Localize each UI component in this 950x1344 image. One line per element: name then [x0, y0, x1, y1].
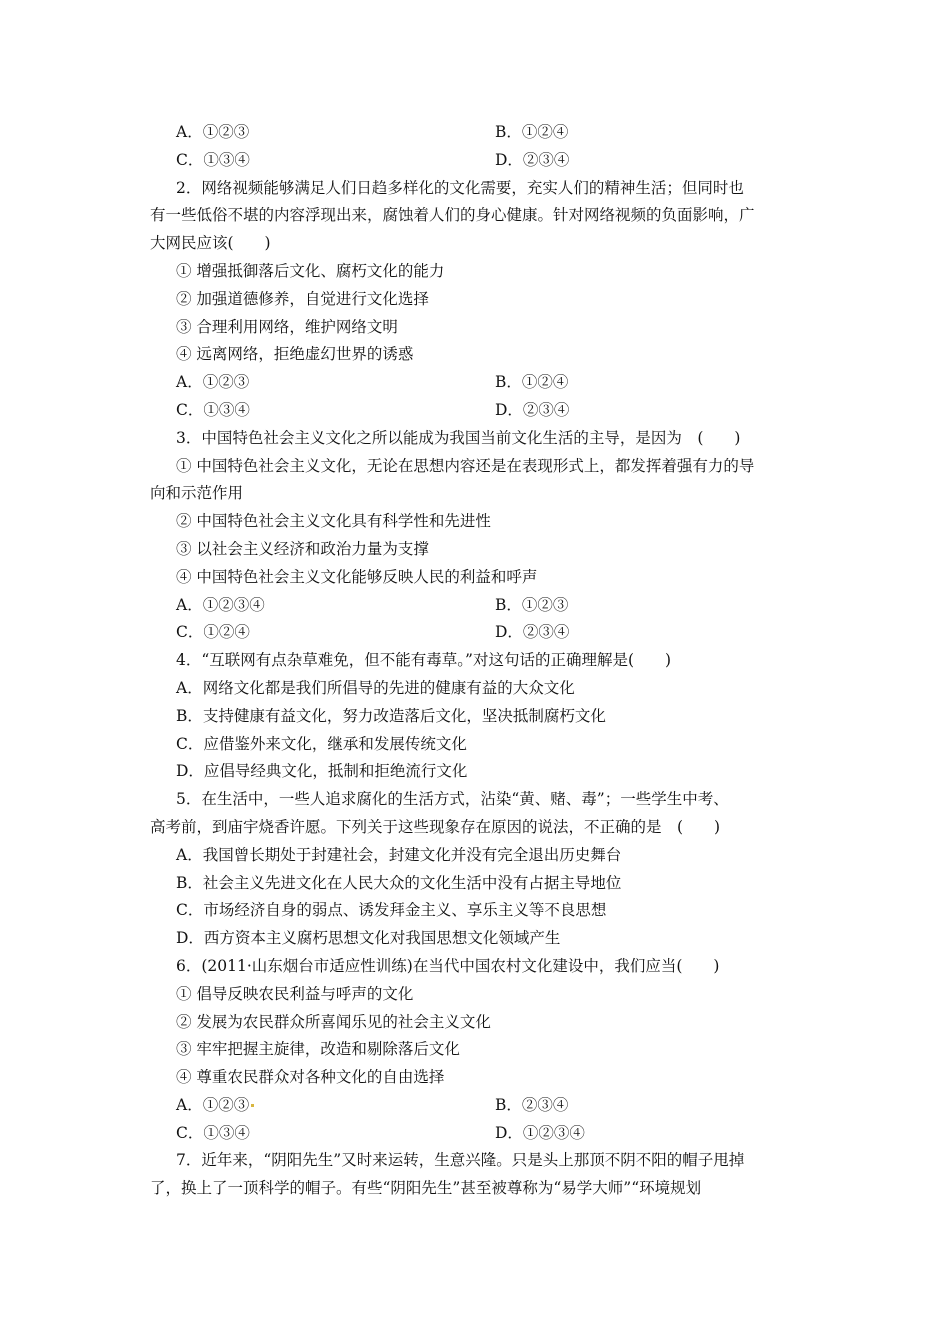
q3-stem: 3．中国特色社会主义文化之所以能成为我国当前文化生活的主导，是因为 ( ) [176, 428, 741, 447]
q6-option-a: A．①②③ [176, 1095, 250, 1114]
q3-option-c: C．①②④ [176, 623, 250, 642]
q6-options-row-2 [150, 1120, 814, 1148]
q1-option-a: A．①②③ [176, 123, 250, 141]
q6-option-d: D．①②③④ [495, 1123, 585, 1142]
q4-option-b: B．支持健康有益文化，努力改造落后文化，坚决抵制腐朽文化 [176, 706, 606, 725]
q3-item-3: ③ 以社会主义经济和政治力量为支撑 [176, 539, 429, 558]
q3-option-a: A．①②③④ [176, 595, 265, 614]
q5-option-c: C．市场经济自身的弱点、诱发拜金主义、享乐主义等不良思想 [176, 901, 607, 920]
q2-stem-line-2: 有一些低俗不堪的内容浮现出来，腐蚀着人们的身心健康。针对网络视频的负面影响，广 [150, 206, 755, 225]
q3-item-2: ② 中国特色社会主义文化具有科学性和先进性 [176, 512, 491, 531]
q2-item-1: ① 增强抵御落后文化、腐朽文化的能力 [176, 261, 445, 280]
q1-option-b: B．①②④ [495, 123, 569, 141]
q1-options-row-1 [150, 119, 814, 147]
q4-option-d: D．应倡导经典文化，抵制和拒绝流行文化 [176, 762, 468, 781]
q4-option-a: A．网络文化都是我们所倡导的先进的健康有益的大众文化 [176, 678, 575, 697]
q6-option-b: B．②③④ [495, 1095, 569, 1114]
q3-options-row-2 [150, 619, 814, 647]
q2-option-d: D．②③④ [495, 400, 570, 419]
q3-option-d: D．②③④ [495, 623, 570, 642]
q7-stem-line-2: 了，换上了一顶科学的帽子。有些“阴阳先生”甚至被尊称为“易学大师”“环境规划 [150, 1179, 702, 1198]
q2-options-row-1 [150, 369, 814, 397]
q2-item-3: ③ 合理利用网络，维护网络文明 [176, 317, 398, 336]
q3-options-row-1 [150, 592, 814, 620]
q5-option-d: D．西方资本主义腐朽思想文化对我国思想文化领域产生 [176, 929, 561, 948]
q3-option-b: B．①②③ [495, 595, 569, 614]
q6-options-row-1 [150, 1092, 814, 1120]
scan-mark-dot [251, 1104, 254, 1107]
document-content [150, 119, 814, 1203]
q3-item-1-line-1: ① 中国特色社会主义文化，无论在思想内容还是在表现形式上，都发挥着强有力的导 [176, 456, 755, 475]
q6-item-2: ② 发展为农民群众所喜闻乐见的社会主义文化 [176, 1012, 491, 1031]
q7-stem-line-1: 7．近年来，“阴阳先生”又时来运转，生意兴隆。只是头上那顶不阴不阳的帽子甩掉 [176, 1151, 745, 1170]
q2-item-4: ④ 远离网络，拒绝虚幻世界的诱惑 [176, 345, 414, 364]
q4-option-c: C．应借鉴外来文化，继承和发展传统文化 [176, 734, 467, 753]
q2-item-2: ② 加强道德修养，自觉进行文化选择 [176, 289, 429, 308]
q4-stem: 4．“互联网有点杂草难免，但不能有毒草。”对这句话的正确理解是( ) [176, 651, 672, 670]
q3-item-4: ④ 中国特色社会主义文化能够反映人民的利益和呼声 [176, 567, 538, 586]
q1-options-row-2 [150, 147, 814, 175]
q6-item-4: ④ 尊重农民群众对各种文化的自由选择 [176, 1068, 445, 1087]
q5-stem-line-1: 5．在生活中，一些人追求腐化的生活方式，沾染“黄、赌、毒”；一些学生中考、 [176, 790, 729, 809]
q1-option-c: C．①③④ [176, 150, 250, 169]
q5-option-b: B．社会主义先进文化在人民大众的文化生活中没有占据主导地位 [176, 873, 622, 892]
q2-option-b: B．①②④ [495, 373, 569, 392]
q3-item-1-line-2: 向和示范作用 [150, 484, 244, 503]
q2-stem-line-3: 大网民应该( ) [150, 234, 271, 253]
q6-stem: 6．(2011·山东烟台市适应性训练)在当代中国农村文化建设中，我们应当( ) [176, 956, 720, 975]
q2-options-row-2 [150, 397, 814, 425]
q6-item-3: ③ 牢牢把握主旋律，改造和剔除落后文化 [176, 1040, 460, 1059]
q6-option-c: C．①③④ [176, 1123, 250, 1142]
q6-item-1: ① 倡导反映农民利益与呼声的文化 [176, 984, 414, 1003]
q5-stem-line-2: 高考前，到庙宇烧香许愿。下列关于这些现象存在原因的说法，不正确的是 ( ) [150, 817, 721, 836]
q5-option-a: A．我国曾长期处于封建社会，封建文化并没有完全退出历史舞台 [176, 845, 622, 864]
q1-option-d: D．②③④ [495, 150, 570, 169]
q2-option-a: A．①②③ [176, 373, 250, 392]
q2-option-c: C．①③④ [176, 400, 250, 419]
q6-option-a-cell [176, 1092, 495, 1120]
q2-stem-line-1: 2．网络视频能够满足人们日趋多样化的文化需要，充实人们的精神生活；但同时也 [176, 178, 744, 197]
